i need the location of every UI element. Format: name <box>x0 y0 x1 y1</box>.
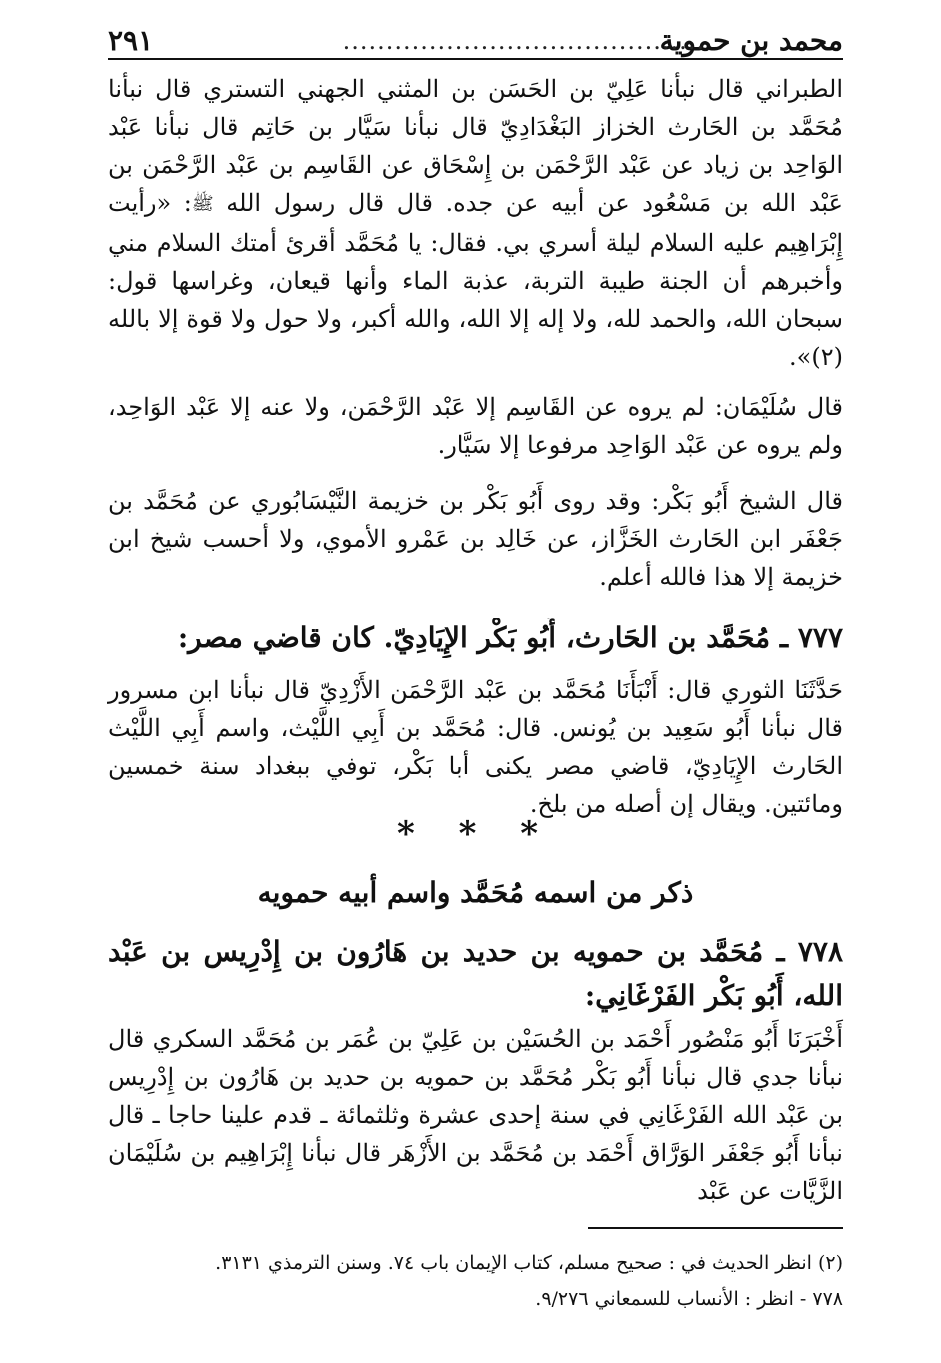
salutation-symbol: ﷺ <box>191 193 214 215</box>
footnote-ansab-reference: ٧٧٨ - انظر : الأنساب للسمعاني ٩/٢٧٦. <box>535 1288 843 1310</box>
paragraph-hadith-chain <box>108 70 843 376</box>
running-title: محمد بن حموية <box>659 24 843 57</box>
header-dot-leader: .......................................... <box>342 27 705 55</box>
paragraph-entry-778: أَخْبَرَنَا أَبُو مَنْصُور أَحْمَد بن الحُسَيْن بن عَلِيّ بن عُمَر بن مُحَمَّد السكري قال نبأنا جدي قال نبأنا أَبُو بَكْر مُحَمَّد بن حمويه بن حديد بن هَارُون بن إِدْرِيس بن عَبْد الله الفَرْغَانِي في سنة إحدى عشرة وثلثمائة ـ قدم علينا حاجا ـ قال نبأنا أَبُو جَعْفَر الوَرَّاق أَحْمَد بن مُحَمَّد بن الأَزْهَر قال نبأنا إِبْرَاهِيم بن سُلَيْمَان الزَّيَّات عن عَبْد <box>108 1025 844 1205</box>
paragraph-1-line-4-start: عن جده. قال قال رسول الله <box>226 189 539 217</box>
page-number: ٢٩١ <box>108 24 154 57</box>
paragraph-1-line-1: الطبراني قال نبأنا عَلِيّ بن الحَسَن بن المثني الجهني التستري قال نبأنا مُحَمَّد بن <box>108 75 843 141</box>
footnote-divider <box>588 1227 843 1229</box>
paragraph-1-line-5: يا مُحَمَّد أقرئ أمتك السلام مني وأخبرهم أن الجنة طيبة التربة، عذبة الماء وأنها <box>108 228 843 295</box>
paragraph-1-line-3: عَبْد الرَّحْمَن بن إِسْحَاق عن القَاسِم بن عَبْد الرَّحْمَن بن عَبْد الله بن مَسْعُود عن أبيه <box>108 151 843 217</box>
footnote-hadith-reference: (٢) انظر الحديث في : صحيح مسلم، كتاب الإيمان باب ٧٤. وسنن الترمذي ٣١٣١. <box>215 1252 843 1274</box>
paragraph-shaykh-note: قال الشيخ أَبُو بَكْر: وقد روى أَبُو بَكْر بن خزيمة النَّيْسَابُوري عن مُحَمَّد بن جَعْفَر ابن الحَارث الخَزَّاز، عن خَالِد بن عَمْرو الأموي، ولا أحسب شيخ ابن خزيمة إلا هذا فالله أعلم. <box>108 487 843 591</box>
section-title: ذكر من اسمه مُحَمَّد واسم أبيه حمويه <box>257 876 694 909</box>
paragraph-1-line-7: ولا قوة إلا بالله (٢)». <box>108 304 843 371</box>
entry-777-heading: ٧٧٧ ـ مُحَمَّد بن الحَارث، أَبُو بَكْر الإِيَادِيّ. كان قاضي مصر: <box>177 621 843 654</box>
paragraph-entry-777: حَدَّثَنَا الثوري قال: أَنْبَأَنَا مُحَمَّد بن عَبْد الرَّحْمَن الأَزْدِيّ قال نبأنا ابن مسرور قال نبأنا أَبُو سَعِيد بن يُونس. قال: مُحَمَّد بن أَبِي اللَّيْث، واسم أَبِي اللَّيْث الحَارث الإِيَادِيّ، قاضي مصر يكنى أبا بَكْر، توفي ببغداد سنة خمسين ومائتين. ويقال إن أصله من بلخ. <box>108 676 843 818</box>
footnotes <box>108 1245 843 1317</box>
entry-778-heading: ٧٧٨ ـ مُحَمَّد بن حمويه بن حديد بن هَارُون بن إِدْرِيس بن عَبْد الله، أَبُو بَكْر الفَرْغَانِي: <box>108 935 843 1012</box>
paragraph-1-line-2: الحَارث الخزاز البَغْدَادِيّ قال نبأنا سَيَّار بن حَاتِم قال نبأنا عَبْد الوَاحِد بن زياد عن <box>108 113 843 179</box>
paragraph-1-line-6: قيعان، وغراسها قول: سبحان الله، والحمد لله، ولا إله إلا الله، والله أكبر، ولا حول <box>108 266 843 333</box>
paragraph-1-line-4-end: : «رأيت إِبْرَاهِيم عليه السلام ليلة أسري بي. فقال: <box>108 189 843 257</box>
running-header <box>108 24 843 60</box>
paragraph-sulayman-note: قال سُلَيْمَان: لم يروه عن القَاسِم إلا عَبْد الرَّحْمَن، ولا عنه إلا عَبْد الوَاحِد، ولم يروه عن عَبْد الوَاحِد مرفوعا إلا سَيَّار. <box>108 393 843 459</box>
asterisk-separator: * * * <box>396 814 554 854</box>
